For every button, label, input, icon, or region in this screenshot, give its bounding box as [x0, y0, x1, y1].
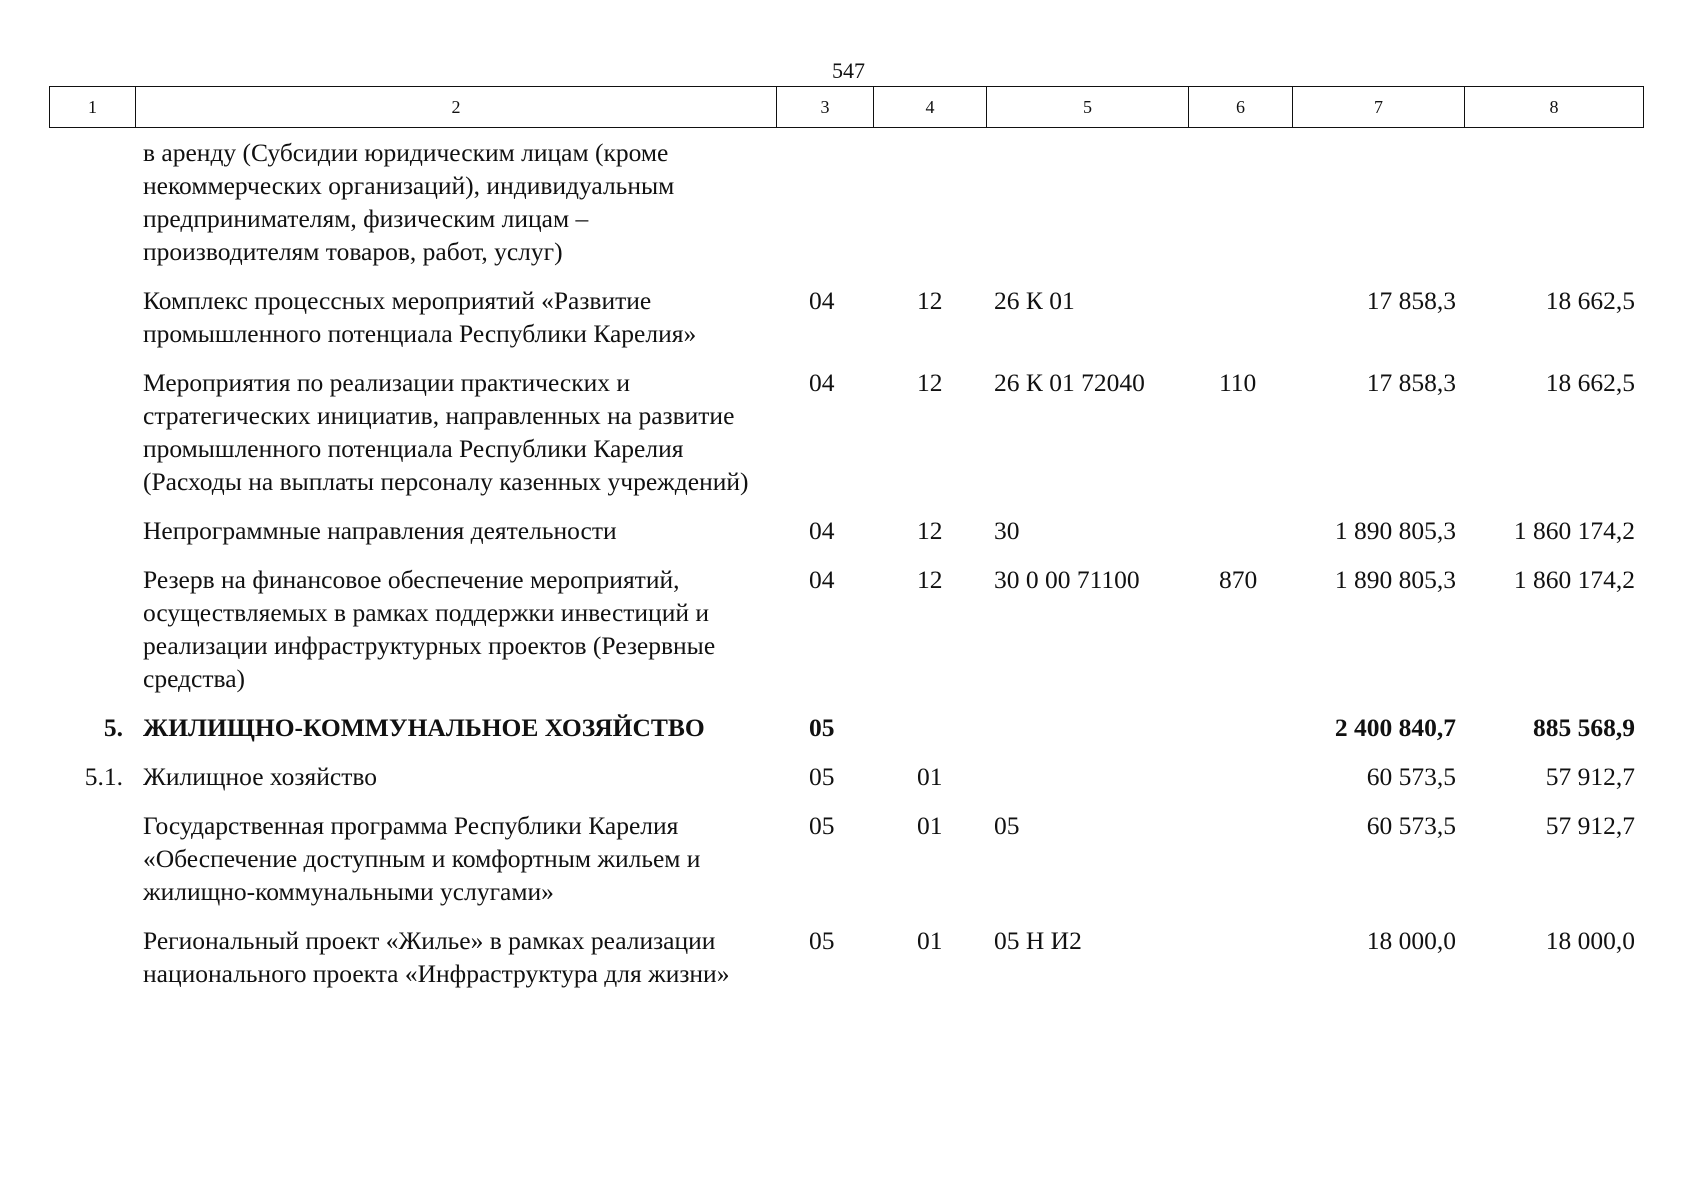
subsection-code: 12 [917, 286, 943, 315]
row-name: Комплекс процессных мероприятий «Развитие промышленного потенциала Республики Карелия» [143, 286, 697, 348]
table-row [49, 760, 1643, 809]
column-header-table [49, 86, 1644, 128]
row-name: Мероприятия по реализации практических и стратегических инициатив, направленных на развитие промышленного потенциала Республики Карелия (Расходы на выплаты персоналу казенных учреждений) [143, 368, 749, 496]
target-article-code [986, 136, 1188, 284]
section-code: 05 [809, 762, 835, 791]
row-number [49, 284, 135, 366]
subsection-code: 12 [917, 516, 943, 545]
row-name: Непрограммные направления деятельности [143, 516, 617, 545]
table-row [49, 711, 1643, 760]
target-article-code: 30 0 00 71100 [994, 565, 1140, 594]
row-name: ЖИЛИЩНО-КОММУНАЛЬНОЕ ХОЗЯЙСТВО [143, 713, 705, 742]
table-row [49, 924, 1643, 1006]
target-article-code: 05 [994, 811, 1020, 840]
page-number: 547 [832, 58, 865, 83]
amount-year-2: 18 662,5 [1545, 368, 1635, 397]
amount-year-1: 17 858,3 [1366, 368, 1456, 397]
column-header-row [50, 87, 1644, 128]
target-article-code: 30 [994, 516, 1020, 545]
row-number [49, 514, 135, 563]
row-number: 5.1. [84, 762, 123, 791]
amount-year-1 [1292, 136, 1464, 284]
subsection-code: 01 [917, 811, 943, 840]
target-article-code [986, 711, 1188, 760]
amount-year-1: 60 573,5 [1366, 762, 1456, 791]
amount-year-1: 1 890 805,3 [1334, 516, 1456, 545]
table-row [49, 366, 1643, 514]
target-article-code: 26 К 01 [994, 286, 1075, 315]
section-code: 04 [809, 516, 835, 545]
subsection-code: 01 [917, 926, 943, 955]
expense-type-code: 110 [1219, 368, 1257, 397]
expense-type-code: 870 [1219, 565, 1258, 594]
amount-year-1: 18 000,0 [1366, 926, 1456, 955]
column-header-4: 4 [874, 87, 987, 128]
row-number [49, 366, 135, 514]
amount-year-1: 60 573,5 [1366, 811, 1456, 840]
target-article-code: 05 Н И2 [994, 926, 1082, 955]
section-code: 04 [809, 286, 835, 315]
table-row [49, 809, 1643, 924]
table-row [49, 514, 1643, 563]
expense-type-code [1188, 711, 1292, 760]
row-name: Региональный проект «Жилье» в рамках реализации национального проекта «Инфраструктура для жизни» [143, 926, 730, 988]
column-header-1: 1 [50, 87, 136, 128]
section-code: 05 [809, 713, 835, 742]
column-header-5: 5 [987, 87, 1189, 128]
row-number [49, 136, 135, 284]
subsection-code [873, 136, 986, 284]
amount-year-2: 57 912,7 [1545, 811, 1635, 840]
budget-table-body [49, 136, 1643, 1006]
row-name: Государственная программа Республики Карелия «Обеспечение доступным и комфортным жильем и жилищно-коммунальными услугами» [143, 811, 701, 906]
expense-type-code [1188, 809, 1292, 924]
section-code: 05 [809, 811, 835, 840]
row-number [49, 924, 135, 1006]
amount-year-1: 1 890 805,3 [1334, 565, 1456, 594]
column-header-8: 8 [1465, 87, 1644, 128]
amount-year-2: 885 568,9 [1533, 713, 1635, 742]
budget-table [49, 136, 1643, 1006]
row-number [49, 563, 135, 711]
expense-type-code [1188, 514, 1292, 563]
amount-year-2 [1464, 136, 1643, 284]
table-row [49, 284, 1643, 366]
amount-year-2: 18 662,5 [1545, 286, 1635, 315]
row-name: в аренду (Субсидии юридическим лицам (кроме некоммерческих организаций), индивидуальным предпринимателям, физическим лицам – производителям товаров, работ, услуг) [143, 138, 675, 266]
column-header-7: 7 [1293, 87, 1465, 128]
section-code: 04 [809, 565, 835, 594]
section-code: 05 [809, 926, 835, 955]
section-code: 04 [809, 368, 835, 397]
expense-type-code [1188, 136, 1292, 284]
section-code [776, 136, 873, 284]
expense-type-code [1188, 924, 1292, 1006]
row-number: 5. [103, 713, 123, 742]
subsection-code: 12 [917, 565, 943, 594]
row-name: Жилищное хозяйство [143, 762, 377, 791]
amount-year-2: 1 860 174,2 [1513, 565, 1635, 594]
table-row [49, 563, 1643, 711]
column-header-6: 6 [1189, 87, 1293, 128]
expense-type-code [1188, 760, 1292, 809]
amount-year-2: 18 000,0 [1545, 926, 1635, 955]
subsection-code: 01 [917, 762, 943, 791]
amount-year-2: 57 912,7 [1545, 762, 1635, 791]
row-name: Резерв на финансовое обеспечение мероприятий, осуществляемых в рамках поддержки инвестиций и реализации инфраструктурных проектов (Резервные средства) [143, 565, 716, 693]
amount-year-1: 2 400 840,7 [1334, 713, 1456, 742]
row-number [49, 809, 135, 924]
subsection-code [873, 711, 986, 760]
subsection-code: 12 [917, 368, 943, 397]
target-article-code: 26 К 01 72040 [994, 368, 1145, 397]
column-header-2: 2 [136, 87, 777, 128]
amount-year-2: 1 860 174,2 [1513, 516, 1635, 545]
table-row [49, 136, 1643, 284]
column-header-3: 3 [777, 87, 874, 128]
target-article-code [986, 760, 1188, 809]
expense-type-code [1188, 284, 1292, 366]
amount-year-1: 17 858,3 [1366, 286, 1456, 315]
